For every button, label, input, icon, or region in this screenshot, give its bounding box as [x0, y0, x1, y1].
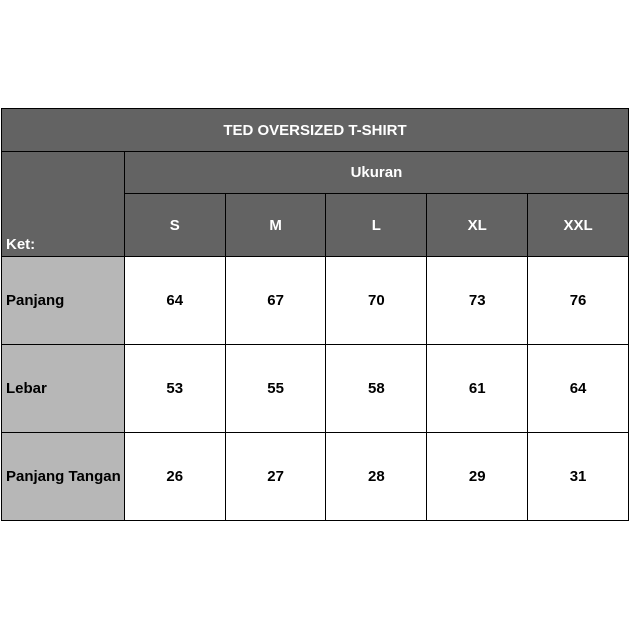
value-cell: 76 [528, 257, 629, 345]
size-header-m: M [225, 194, 326, 257]
table-row-panjang-tangan [2, 433, 629, 521]
size-header-xxl: XXL [528, 194, 629, 257]
value-cell: 64 [528, 345, 629, 433]
table-row-lebar [2, 345, 629, 433]
value-cell: 64 [124, 257, 225, 345]
row-label-panjang-tangan: Panjang Tangan [2, 433, 125, 521]
value-cell: 55 [225, 345, 326, 433]
value-cell: 27 [225, 433, 326, 521]
value-cell: 61 [427, 345, 528, 433]
size-header-s: S [124, 194, 225, 257]
value-cell: 58 [326, 345, 427, 433]
row-label-panjang: Panjang [2, 257, 125, 345]
ukuran-header: Ukuran [124, 152, 628, 194]
value-cell: 26 [124, 433, 225, 521]
row-label-lebar: Lebar [2, 345, 125, 433]
value-cell: 28 [326, 433, 427, 521]
value-cell: 53 [124, 345, 225, 433]
value-cell: 31 [528, 433, 629, 521]
table-title: TED OVERSIZED T-SHIRT [2, 109, 629, 152]
value-cell: 73 [427, 257, 528, 345]
table-row-panjang [2, 257, 629, 345]
size-chart-table [1, 108, 629, 521]
value-cell: 67 [225, 257, 326, 345]
title-row [2, 109, 629, 152]
group-header-row [2, 152, 629, 194]
value-cell: 29 [427, 433, 528, 521]
size-header-xl: XL [427, 194, 528, 257]
value-cell: 70 [326, 257, 427, 345]
size-header-l: L [326, 194, 427, 257]
ket-label: Ket: [2, 152, 125, 257]
